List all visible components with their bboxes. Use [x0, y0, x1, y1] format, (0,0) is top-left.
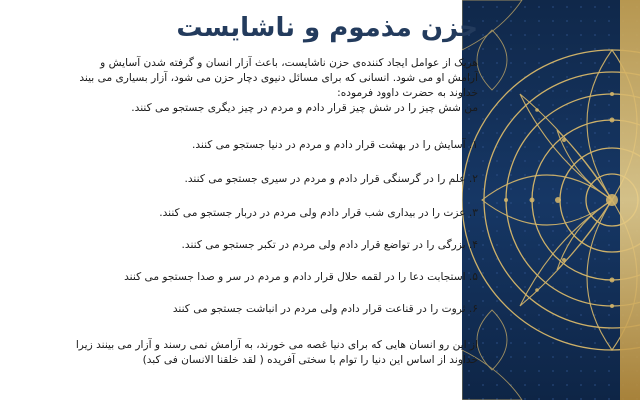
- slide-title: حزن مذموم و ناشایست: [176, 13, 478, 43]
- list-item-2: ۲. علم را در گرسنگی قرار دادم و مردم در سیری جستجو می کنند.: [184, 173, 478, 185]
- outro-paragraph: [8, 338, 478, 368]
- intro-line: من شش چیز را در شش چیز قرار دادم و مردم در چیز دیگری جستجو می کنند.: [131, 102, 478, 114]
- list-item-1: ۱. آسایش را در بهشت قرار دادم و مردم در دنیا جستجو می کنند.: [191, 139, 478, 151]
- decorative-panel: [462, 0, 640, 400]
- list-item-4: ۴. بزرگی را در تواضع قرار دادم ولی مردم در تکبر جستجو می کنند.: [181, 239, 478, 251]
- outro-line: خداوند از اساس این دنیا را توام با سختی آفریده ( لقد خلقنا الانسان فی کبد): [142, 354, 478, 366]
- outro-line: از این رو انسان هایی که برای دنیا غصه می خورند، به آرامش نمی رسند و آزار می بینند زیرا: [75, 339, 478, 351]
- list-item-3: ۳. عزت را در بیداری شب قرار دادم ولی مردم در دربار جستجو می کنند.: [159, 207, 478, 219]
- slide-content: [8, 0, 478, 400]
- intro-paragraph: [8, 56, 478, 116]
- gold-mandala-ornament: [462, 0, 640, 400]
- list-item-5: ۵. استجابت دعا را در لقمه حلال قرار دادم و مردم در سر و صدا جستجو می کنند: [124, 271, 478, 283]
- gold-edge-ornament: [620, 0, 640, 400]
- list-item-6: ۶. ثروت را در قناعت قرار دادم ولی مردم در انباشت جستجو می کنند: [172, 303, 478, 315]
- intro-line: آرامش او می شود. انسانی که برای مسائل دنیوی دچار حزن می شود، آزار بسیاری می بیند: [79, 72, 478, 84]
- intro-line: خداوند به حضرت داوود فرموده:: [337, 87, 478, 99]
- intro-line: هریک از عوامل ایجاد کننده‌ی حزن ناشایست، باعث آزار انسان و گرفته شدن آسایش و: [100, 57, 478, 69]
